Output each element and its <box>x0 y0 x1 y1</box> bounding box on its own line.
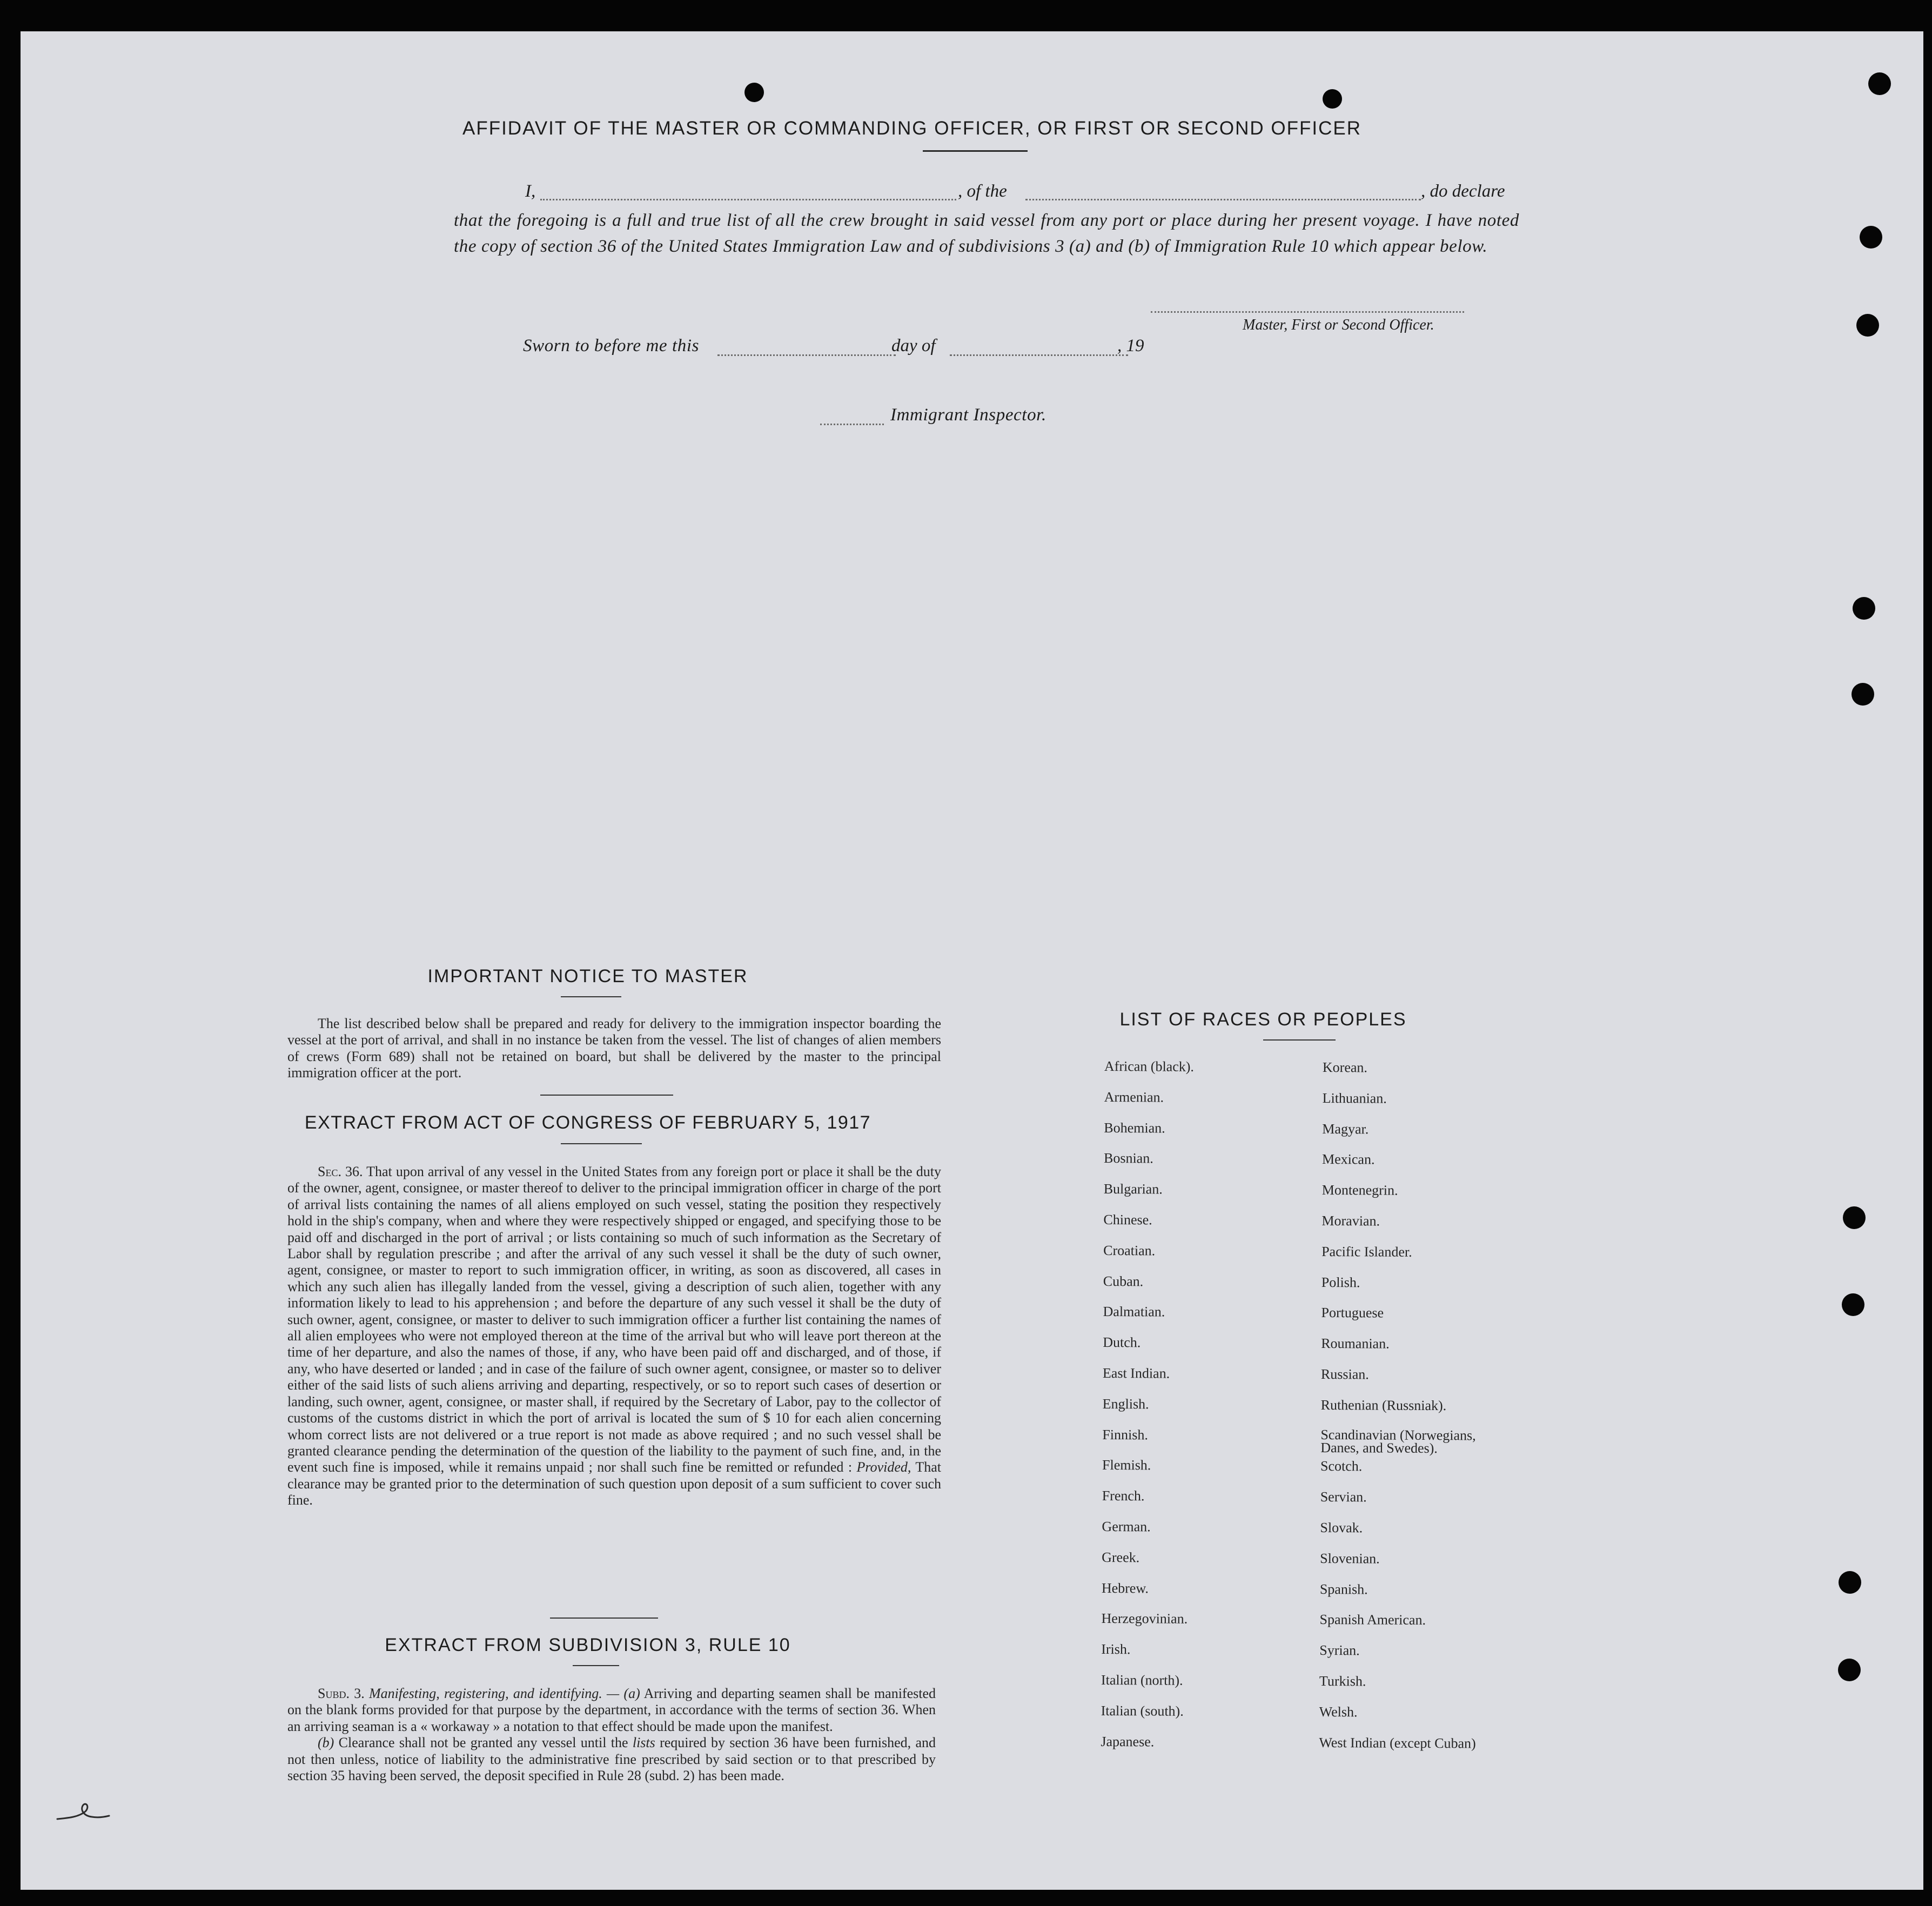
year-label: , 19 <box>1117 336 1144 355</box>
do-declare-label: , do declare <box>1421 182 1505 201</box>
races-left-column <box>1101 1059 1194 1765</box>
race-item: Ruthenian (Russniak). <box>1320 1397 1447 1413</box>
race-item: Syrian. <box>1319 1642 1360 1659</box>
punch-hole <box>1842 1293 1864 1316</box>
race-item: Scandinavian (Norwegians, Danes, and Swedes). <box>1320 1426 1476 1456</box>
race-item: Spanish. <box>1319 1581 1368 1597</box>
race-item: Spanish American. <box>1319 1612 1426 1628</box>
race-item: Scotch. <box>1320 1458 1363 1474</box>
section-36-text <box>287 1164 941 1509</box>
subd-b-text-1: Clearance shall not be granted any vessel until the <box>338 1735 628 1751</box>
race-item: Flemish. <box>1102 1457 1151 1473</box>
section-36-paragraph <box>287 1164 941 1509</box>
race-item: Bohemian. <box>1104 1119 1165 1136</box>
punch-hole <box>1853 597 1875 620</box>
notice-text <box>287 1016 941 1082</box>
race-item: Finnish. <box>1102 1426 1148 1442</box>
race-item: Servian. <box>1320 1489 1367 1505</box>
subd-label: Subd. 3. <box>318 1686 365 1701</box>
race-item: African (black). <box>1104 1058 1195 1075</box>
signature-label: Master, First or Second Officer. <box>1243 317 1434 333</box>
race-item: Cuban. <box>1103 1273 1144 1289</box>
race-item: French. <box>1102 1488 1145 1504</box>
rule-extract-title: EXTRACT FROM SUBDIVISION 3, RULE 10 <box>385 1635 791 1655</box>
subd-b-label: (b) <box>318 1735 334 1751</box>
race-item: Irish. <box>1101 1641 1131 1657</box>
pencil-mark-icon <box>53 1795 112 1828</box>
punch-hole <box>744 83 764 102</box>
punch-hole <box>1860 226 1882 249</box>
races-title: LIST OF RACES OR PEOPLES <box>1119 1009 1407 1030</box>
inspector-label: Immigrant Inspector. <box>890 405 1046 425</box>
section-36-body: That upon arrival of any vessel in the United States from any foreign port or place it shall be the duty of the owner, agent, consignee, or master thereof to deliver to the principal immigration officer in charge of the port of arrival lists containing the names of all aliens employed on such vessel, stating the position they respectively hold in the ship's company, when and where they were respectively shipped or engaged, and specifying those to be paid off and discharged in the port of arrival ; or lists containing so much of such information as the Secretary of Labor shall by regulation prescribe ; and after the arrival of any such vessel it shall be the duty of such owner, agent, consignee, or master to report to such immigration officer, in writing, as soon as discovered, all cases in which any such alien has illegally landed from the vessel, giving a description of such alien, together with any information likely to lead to his apprehension ; and before the departure of any such vessel it shall be the duty of such owner, agent, consignee, or master to deliver to such immigration officer a further list containing the names of all alien employees who were not employed thereon at the time of the arrival but who will leave port thereon at the time of her departure, and also the names of those, if any, who have been paid off and discharged, and of those, if any, who have deserted or landed ; and in case of the failure of such owner agent, consignee, or master so to deliver either of the said lists of such aliens arriving and departing, respectively, or so to report such cases of desertion or landing, such owner, agent, consignee, or master shall, if required by the Secretary of Labor, pay to the collector of customs of the customs district in which the port of arrival is located the sum of $ 10 for each alien concerning whom correct lists are not delivered or a true report is not made as above required ; and no such vessel shall be granted clearance pending the determination of the question of the liability to the payment of such fine, and, in the event such fine is imposed, while it remains unpaid ; nor shall such fine be remitted or refunded : <box>287 1164 941 1475</box>
title-underline <box>923 150 1028 152</box>
race-item: Roumanian. <box>1321 1335 1390 1352</box>
signature-field[interactable] <box>1151 311 1464 313</box>
race-item: Italian (south). <box>1101 1702 1184 1719</box>
notice-paragraph: The list described below shall be prepared and ready for delivery to the immigration inspector boarding the vessel at the port of arrival, and shall in no instance be taken from the vessel. The list of changes of alien members of crews (Form 689) shall not be retained on board, but shall be delivered by the master to the principal immigration officer at the port. <box>287 1016 941 1081</box>
race-item: English. <box>1102 1395 1149 1412</box>
sworn-day-field[interactable] <box>717 354 896 356</box>
form-sheet <box>21 31 1923 1890</box>
subd-b-lists: lists <box>632 1735 655 1751</box>
inspector-signature-field[interactable] <box>820 424 884 425</box>
race-item: Korean. <box>1322 1059 1368 1076</box>
race-item: Greek. <box>1102 1549 1140 1566</box>
punch-hole <box>1838 1659 1861 1681</box>
declarant-prefix: I, <box>525 182 536 201</box>
sworn-label: Sworn to before me this <box>523 336 700 355</box>
section-divider <box>540 1095 673 1096</box>
subd-a-text: Arriving and departing seamen shall be manifested on the blank forms provided for that purpose by the department, in accordance with the terms of section 36. When an arriving seaman is a « workaway » a notation to that effect should be made upon the manifest. <box>287 1686 936 1734</box>
race-item: Turkish. <box>1319 1673 1366 1689</box>
subdivision-a <box>287 1686 936 1735</box>
affidavit-title: AFFIDAVIT OF THE MASTER OR COMMANDING OFFICER, OR FIRST OR SECOND OFFICER <box>462 118 1362 139</box>
race-item: Polish. <box>1321 1274 1360 1290</box>
punch-hole <box>1868 72 1891 95</box>
act-extract-title: EXTRACT FROM ACT OF CONGRESS OF FEBRUARY 5, 1917 <box>304 1112 871 1133</box>
section-36-ending: That clearance may be granted prior to the determination of such question upon deposit of a sum sufficient to cover such fine. <box>287 1459 942 1508</box>
punch-hole <box>1843 1206 1866 1229</box>
race-item: Italian (north). <box>1101 1672 1183 1688</box>
race-item: German. <box>1102 1518 1151 1535</box>
punch-hole <box>1839 1571 1861 1594</box>
race-item: Magyar. <box>1322 1120 1369 1137</box>
sworn-month-field[interactable] <box>950 354 1128 356</box>
race-item: West Indian (except Cuban) <box>1319 1734 1476 1751</box>
race-item: Dutch. <box>1103 1334 1141 1351</box>
race-item: Croatian. <box>1103 1242 1156 1259</box>
subd-heading: Manifesting, registering, and identifying. — (a) <box>368 1686 640 1701</box>
race-item: Chinese. <box>1103 1211 1152 1228</box>
race-item: Dalmatian. <box>1103 1304 1165 1320</box>
of-the-label: , of the <box>958 182 1007 201</box>
race-item: Slovak. <box>1320 1519 1363 1536</box>
notice-title: IMPORTANT NOTICE TO MASTER <box>427 966 748 986</box>
races-underline <box>1263 1039 1336 1041</box>
race-item: Mexican. <box>1321 1151 1375 1167</box>
rule-text <box>287 1686 936 1784</box>
subd-b-text-2: required by section 36 have been furnished, and not then unless, notice of liability to the administrative fine prescribed by said section or to that prescribed by section 35 having been served, the deposit specified in Rule 28 (subd. 2) has been made. <box>287 1735 936 1784</box>
race-item: Armenian. <box>1104 1089 1164 1105</box>
punch-hole <box>1856 314 1879 337</box>
race-item: Slovenian. <box>1320 1550 1380 1567</box>
provided-label: Provided, <box>856 1459 911 1475</box>
race-item: Bosnian. <box>1103 1150 1153 1166</box>
races-right-column <box>1319 1060 1517 1767</box>
vessel-name-field[interactable] <box>1025 199 1421 200</box>
day-of-label: day of <box>891 336 936 355</box>
race-item: East Indian. <box>1102 1365 1170 1381</box>
race-item: Japanese. <box>1101 1733 1155 1750</box>
punch-hole <box>1323 89 1342 109</box>
race-item: Portuguese <box>1321 1305 1384 1321</box>
race-item: Hebrew. <box>1101 1580 1149 1596</box>
affidavit-paragraph: that the foregoing is a full and true list of all the crew brought in said vessel from any port or place during her present voyage. I have noted the copy of section 36 of the United States Immigration Law and of subdivisions 3 (a) and (b) of Immigration Rule 10 which appear below. <box>454 211 1519 256</box>
declarant-name-field[interactable] <box>540 199 956 200</box>
race-item: Welsh. <box>1319 1703 1358 1720</box>
race-item: Lithuanian. <box>1322 1090 1387 1106</box>
notice-underline <box>561 996 621 997</box>
punch-hole <box>1852 683 1874 706</box>
race-item: Russian. <box>1320 1366 1369 1382</box>
section-divider <box>550 1618 658 1619</box>
race-item: Pacific Islander. <box>1321 1243 1412 1260</box>
race-item: Montenegrin. <box>1321 1182 1398 1198</box>
section-label: Sec. 36. <box>318 1164 363 1179</box>
act-underline <box>561 1143 642 1144</box>
race-item: Moravian. <box>1321 1212 1380 1229</box>
subdivision-b <box>287 1735 936 1784</box>
race-item: Bulgarian. <box>1103 1181 1163 1197</box>
rule-underline <box>573 1665 619 1666</box>
race-item: Herzegovinian. <box>1101 1610 1188 1627</box>
